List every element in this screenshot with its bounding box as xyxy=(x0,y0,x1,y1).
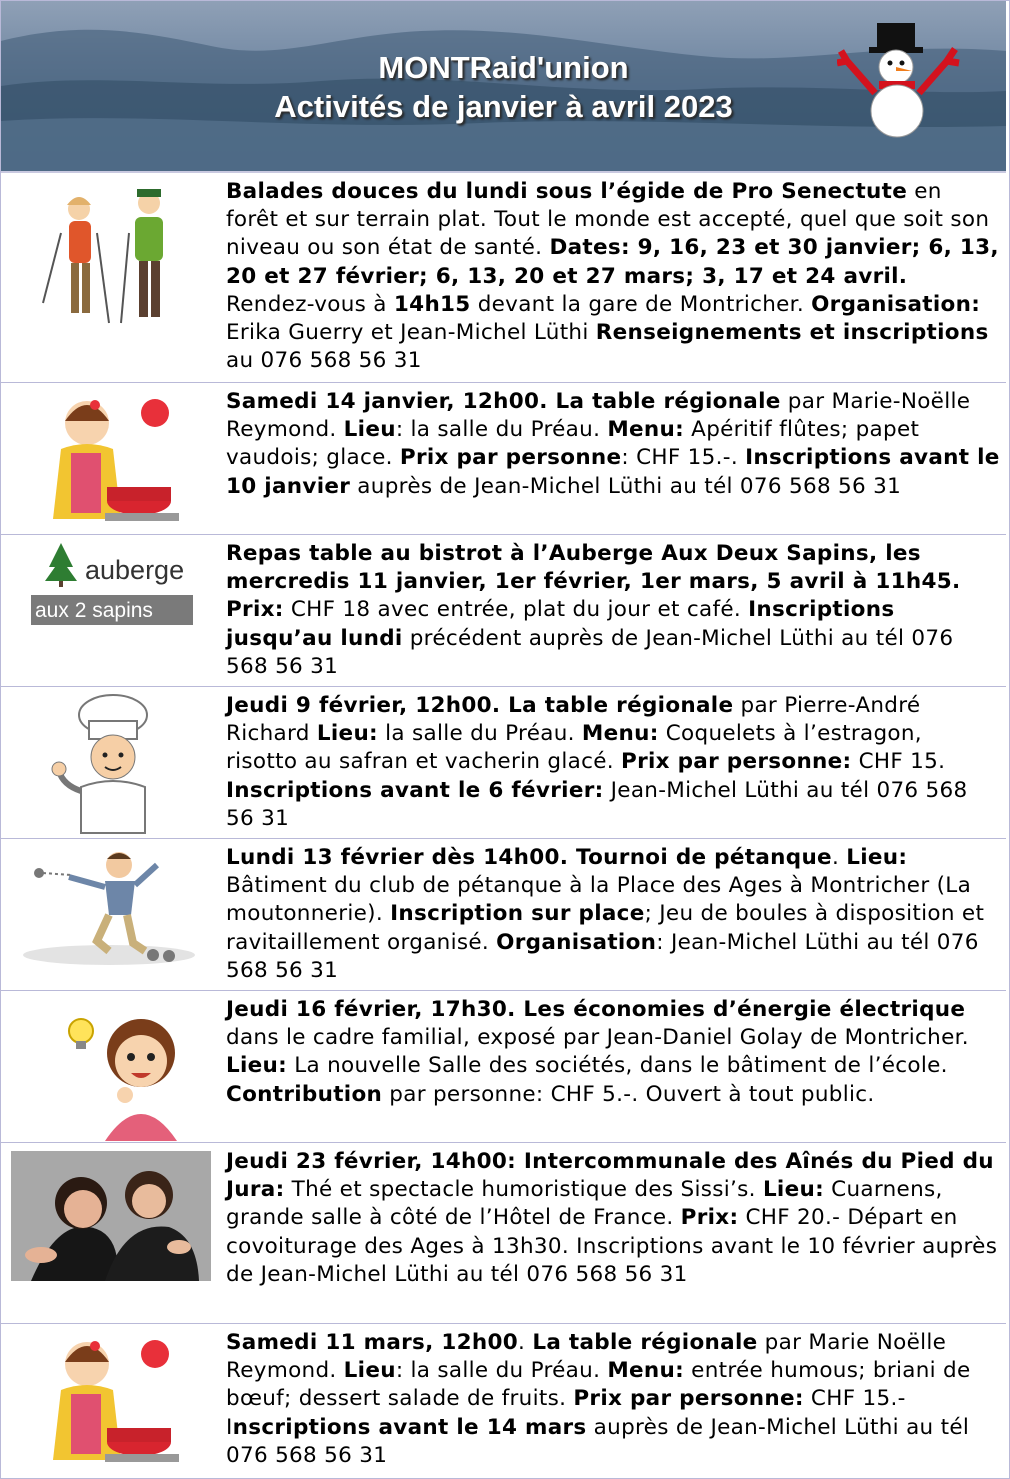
activity-text-bold: Prix par personne: xyxy=(621,749,852,775)
activity-text-normal: Erika Guerry et Jean-Michel Lüthi xyxy=(226,320,596,346)
activity-text-bold: Lieu: xyxy=(316,721,378,747)
activity-text-bold: Prix par personne: xyxy=(573,1386,804,1412)
activity-text-normal: par Marie-Noëlle Reymond. xyxy=(226,389,971,443)
activity-text xyxy=(226,388,1000,501)
activity-text-bold: Inscription sur place xyxy=(390,901,645,927)
activity-text-bold: 14h15 xyxy=(393,291,471,317)
activity-text-bold: Organisation: xyxy=(811,291,981,317)
activity-text-normal: par Marie Noëlle Reymond. xyxy=(226,1330,947,1384)
petanque-player-icon xyxy=(1,839,216,990)
activity-text-bold: Prix par personne xyxy=(399,445,622,471)
title-line-1: MONTRaid'union xyxy=(378,50,629,85)
activity-text xyxy=(226,692,1000,833)
activity-text-normal: auprès de Jean-Michel Lüthi au tél 076 568 56 31 xyxy=(350,473,902,499)
activity-text-normal: Apéritif flûtes; papet vaudois; glace. xyxy=(226,417,920,471)
activity-text-normal: : la salle du Préau. xyxy=(395,1358,608,1384)
activity-text-normal: Cuarnens, grande salle à côté de l’Hôtel de France. xyxy=(226,1177,943,1231)
auberge-logo xyxy=(1,535,216,686)
activity-text-bold: Dates: 9, 16, 23 et 30 janvier; 6, 13, 20 et 27 février; 6, 13, 20 et 27 mars; 3, 17 et 24 avril. xyxy=(226,235,999,289)
activity-text-normal: ; Jeu de boules à disposition et ravitaillement organisé. xyxy=(226,901,985,955)
activity-text-bold: Balades douces du lundi sous l’égide de Pro Senectute xyxy=(226,179,908,204)
activity-text-bold: Organisation xyxy=(496,929,657,955)
activity-text-bold: Jeudi 16 février, 17h30. Les économies d’énergie électrique xyxy=(226,997,966,1022)
activity-text-normal: Bâtiment du club de pétanque à la Place des Ages à Montricher (La moutonnerie). xyxy=(226,873,972,927)
activity-text xyxy=(226,844,1000,985)
activity-text-normal: Rendez-vous à xyxy=(226,291,394,317)
activity-text-normal: au 076 568 56 31 xyxy=(226,348,422,374)
activity-text-normal: : la salle du Préau. xyxy=(395,417,608,443)
activity-text-normal: Coquelets à l’estragon, risotto au safran et vacherin glacé. xyxy=(226,721,922,775)
activity-text-normal: CHF 15. xyxy=(851,749,946,775)
activity-text-bold: Lieu xyxy=(343,417,396,443)
activity-text-normal: CHF 15.- I xyxy=(226,1386,906,1440)
activity-text xyxy=(226,178,1000,375)
activity-row xyxy=(1,535,1006,687)
activity-text-bold: Samedi 11 mars, 12h00 xyxy=(226,1330,519,1355)
activity-text-normal: en forêt et sur terrain plat. Tout le monde est accepté, quel que soit son niveau ou son état de santé. xyxy=(226,179,990,261)
chef-icon xyxy=(1,687,216,838)
auberge-logo-line2: aux 2 sapins xyxy=(35,599,153,622)
activity-text-bold: Lieu: xyxy=(226,1053,288,1079)
activity-text-bold: Menu: xyxy=(607,1358,685,1384)
cooking-woman-icon xyxy=(1,383,216,534)
snowman-icon xyxy=(837,21,967,141)
activity-text-normal: précédent auprès de Jean-Michel Lüthi au tél 076 568 56 31 xyxy=(226,625,954,679)
activity-text-normal: Jean-Michel Lüthi au tél 076 568 56 31 xyxy=(226,777,968,831)
activity-text-bold: Jeudi 23 février, 14h00: Intercommunale des Aînés du Pied du Jura: xyxy=(226,1149,994,1203)
activity-text-bold: Lundi 13 février dès 14h00. Tournoi de pétanque xyxy=(226,845,832,870)
activity-text-bold: Inscriptions avant le 10 janvier xyxy=(226,445,1000,499)
activity-text-bold: Prix: xyxy=(680,1205,739,1231)
activity-text-bold: Inscriptions jusqu’au lundi xyxy=(226,597,895,651)
activity-text-bold: La table régionale xyxy=(532,1330,758,1355)
idea-woman-icon xyxy=(1,991,216,1142)
activity-text-normal: par Pierre-André Richard xyxy=(226,693,921,747)
activity-text-normal: entrée humous; briani de bœuf; dessert salade de fruits. xyxy=(226,1358,971,1412)
activity-text-normal: CHF 18 avec entrée, plat du jour et café. xyxy=(283,597,749,623)
activity-row xyxy=(1,991,1006,1143)
activity-text xyxy=(226,996,1000,1109)
activity-text-bold: Lieu: xyxy=(762,1177,824,1203)
activity-row xyxy=(1,687,1006,839)
activity-text-normal: auprès de Jean-Michel Lüthi au tél 076 568 56 31 xyxy=(226,1414,970,1468)
activity-text-bold: Menu: xyxy=(607,417,685,443)
activity-text-normal: dans le cadre familial, exposé par Jean-Daniel Golay de Montricher. xyxy=(226,1025,969,1051)
activity-text-normal: Thé et spectacle humoristique des Sissi’s. xyxy=(284,1177,763,1203)
activity-text-bold: nscriptions avant le 14 mars xyxy=(232,1414,587,1440)
activity-row xyxy=(1,839,1006,991)
cooking-woman-icon xyxy=(1,1324,216,1476)
header-banner xyxy=(1,1,1006,173)
activity-row xyxy=(1,1143,1006,1324)
activity-text-bold: Inscriptions avant le 6 février: xyxy=(226,777,604,803)
activity-text-normal: : CHF 15.-. xyxy=(621,445,746,471)
activity-text-normal: la salle du Préau. xyxy=(377,721,582,747)
activity-text-normal: devant la gare de Montricher. xyxy=(470,291,812,317)
activity-text-bold: Lieu xyxy=(343,1358,396,1384)
activity-text-normal: . xyxy=(518,1330,533,1355)
hikers-icon xyxy=(1,173,216,382)
activity-text-bold: Renseignements et inscriptions xyxy=(595,320,989,346)
activity-text-bold: Jeudi 9 février, 12h00. La table régionale xyxy=(226,693,734,718)
activity-text-bold: Menu: xyxy=(581,721,659,747)
activity-text-bold: Lieu: xyxy=(846,845,908,870)
activity-text-normal: par personne: CHF 5.-. Ouvert à tout public. xyxy=(382,1081,875,1107)
activity-list xyxy=(1,173,1006,1476)
activity-text-normal: CHF 20.- Départ en covoiturage des Ages à 13h30. Inscriptions avant le 10 février auprès de Jean-Michel Lüthi au tél 076 568 56 31 xyxy=(226,1205,998,1287)
activity-row xyxy=(1,1324,1006,1476)
activity-text-normal: La nouvelle Salle des sociétés, dans le bâtiment de l’école. xyxy=(287,1053,948,1079)
activity-row xyxy=(1,173,1006,383)
activity-text xyxy=(226,540,1000,681)
activity-text-normal: : Jean-Michel Lüthi au tél 076 568 56 31 xyxy=(226,929,979,983)
activity-text-normal: . xyxy=(831,845,847,870)
title-line-2: Activités de janvier à avril 2023 xyxy=(274,89,733,124)
activity-text-bold: Samedi 14 janvier, 12h00. La table régionale xyxy=(226,389,781,414)
activity-text xyxy=(226,1329,1000,1470)
activity-text-bold: Repas table au bistrot à l’Auberge Aux Deux Sapins, les mercredis 11 janvier, 1er février, 1er mars, 5 avril à 11h45. Prix: xyxy=(226,541,961,623)
activity-text-bold: Contribution xyxy=(226,1081,383,1107)
activity-row xyxy=(1,383,1006,535)
auberge-logo-line1: auberge xyxy=(85,555,185,585)
comedians-photo xyxy=(1,1143,216,1323)
activity-text xyxy=(226,1148,1000,1289)
